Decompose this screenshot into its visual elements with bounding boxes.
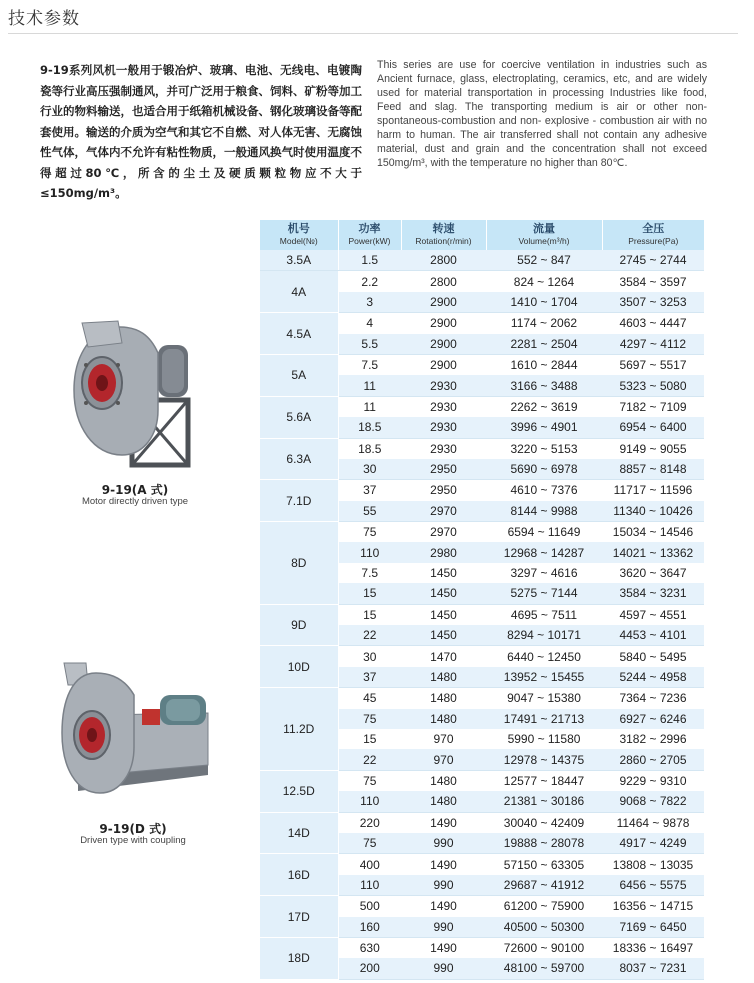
- fan-d-image: [58, 655, 218, 815]
- cell-volume: 3166 ~ 3488: [486, 375, 602, 396]
- cell-volume: 5690 ~ 6978: [486, 459, 602, 480]
- cell-volume: 2281 ~ 2504: [486, 334, 602, 355]
- cell-rotation: 1450: [401, 563, 486, 583]
- cell-pressure: 11340 ~ 10426: [602, 501, 704, 522]
- cell-pressure: 18336 ~ 16497: [602, 937, 704, 958]
- cell-power: 7.5: [338, 563, 401, 583]
- cell-pressure: 3507 ~ 3253: [602, 292, 704, 313]
- cell-volume: 3297 ~ 4616: [486, 563, 602, 583]
- table-row: [260, 937, 704, 958]
- cell-pressure: 5840 ~ 5495: [602, 646, 704, 667]
- cell-rotation: 990: [401, 833, 486, 854]
- cell-model: 5.6A: [260, 396, 338, 438]
- cell-volume: 552 ~ 847: [486, 250, 602, 271]
- cell-rotation: 1450: [401, 625, 486, 646]
- cell-model: 18D: [260, 937, 338, 979]
- cell-rotation: 1490: [401, 854, 486, 875]
- cell-volume: 5990 ~ 11580: [486, 729, 602, 749]
- cell-power: 30: [338, 459, 401, 480]
- cell-pressure: 3182 ~ 2996: [602, 729, 704, 749]
- cell-rotation: 1490: [401, 896, 486, 917]
- cell-model: 3.5A: [260, 250, 338, 271]
- spec-table-body: [260, 250, 704, 979]
- cell-power: 110: [338, 791, 401, 812]
- cell-model: 8D: [260, 522, 338, 605]
- cell-power: 18.5: [338, 438, 401, 459]
- cell-pressure: 5244 ~ 4958: [602, 667, 704, 688]
- cell-power: 75: [338, 709, 401, 729]
- cell-rotation: 1480: [401, 667, 486, 688]
- cell-rotation: 1450: [401, 604, 486, 625]
- table-row: [260, 438, 704, 459]
- cell-rotation: 990: [401, 917, 486, 938]
- fan-a-caption: Motor directly driven type: [81, 496, 189, 507]
- cell-rotation: 2980: [401, 542, 486, 562]
- table-row: [260, 271, 704, 292]
- cell-pressure: 7364 ~ 7236: [602, 688, 704, 709]
- cell-volume: 21381 ~ 30186: [486, 791, 602, 812]
- title-divider: [8, 33, 738, 34]
- cell-rotation: 2950: [401, 459, 486, 480]
- cell-pressure: 14021 ~ 13362: [602, 542, 704, 562]
- cell-volume: 1174 ~ 2062: [486, 313, 602, 334]
- cell-rotation: 990: [401, 958, 486, 979]
- cell-volume: 1410 ~ 1704: [486, 292, 602, 313]
- cell-pressure: 3584 ~ 3597: [602, 271, 704, 292]
- cell-pressure: 5323 ~ 5080: [602, 375, 704, 396]
- cell-power: 110: [338, 542, 401, 562]
- cell-volume: 3996 ~ 4901: [486, 417, 602, 438]
- fan-a-image: [70, 315, 200, 480]
- header-volume: 流量 Volume(m³/h): [486, 220, 602, 250]
- cell-power: 1.5: [338, 250, 401, 271]
- cell-pressure: 8037 ~ 7231: [602, 958, 704, 979]
- section-title: 技术参数: [8, 9, 80, 29]
- cell-pressure: 6456 ~ 5575: [602, 875, 704, 896]
- table-row: [260, 646, 704, 667]
- cell-rotation: 2900: [401, 334, 486, 355]
- cell-model: 16D: [260, 854, 338, 896]
- cell-rotation: 970: [401, 749, 486, 770]
- cell-power: 55: [338, 501, 401, 522]
- cell-volume: 824 ~ 1264: [486, 271, 602, 292]
- cell-power: 630: [338, 937, 401, 958]
- cell-power: 220: [338, 812, 401, 833]
- cell-model: 11.2D: [260, 688, 338, 771]
- cell-model: 4A: [260, 271, 338, 313]
- cell-model: 17D: [260, 896, 338, 938]
- cell-pressure: 9068 ~ 7822: [602, 791, 704, 812]
- cell-rotation: 2800: [401, 250, 486, 271]
- cell-pressure: 6954 ~ 6400: [602, 417, 704, 438]
- table-row: [260, 354, 704, 375]
- cell-power: 110: [338, 875, 401, 896]
- cell-volume: 5275 ~ 7144: [486, 583, 602, 604]
- cell-pressure: 4297 ~ 4112: [602, 334, 704, 355]
- spec-table: [260, 220, 704, 980]
- table-row: [260, 250, 704, 271]
- cell-rotation: 990: [401, 875, 486, 896]
- cell-power: 11: [338, 375, 401, 396]
- cell-pressure: 2745 ~ 2744: [602, 250, 704, 271]
- cell-volume: 19888 ~ 28078: [486, 833, 602, 854]
- cell-pressure: 3620 ~ 3647: [602, 563, 704, 583]
- table-row: [260, 688, 704, 709]
- cell-power: 75: [338, 522, 401, 543]
- table-row: [260, 770, 704, 791]
- cell-power: 500: [338, 896, 401, 917]
- cell-power: 7.5: [338, 354, 401, 375]
- header-model: 机号 Model(№): [260, 220, 338, 250]
- cell-power: 160: [338, 917, 401, 938]
- cell-pressure: 11464 ~ 9878: [602, 812, 704, 833]
- cell-rotation: 2900: [401, 292, 486, 313]
- cell-pressure: 9149 ~ 9055: [602, 438, 704, 459]
- cell-power: 11: [338, 396, 401, 417]
- cell-power: 200: [338, 958, 401, 979]
- cell-volume: 17491 ~ 21713: [486, 709, 602, 729]
- cell-volume: 9047 ~ 15380: [486, 688, 602, 709]
- cell-power: 15: [338, 604, 401, 625]
- table-row: [260, 854, 704, 875]
- cell-volume: 6594 ~ 11649: [486, 522, 602, 543]
- cell-pressure: 7169 ~ 6450: [602, 917, 704, 938]
- cell-rotation: 1480: [401, 688, 486, 709]
- description-chinese: 9-19系列风机一般用于锻冶炉、玻璃、电池、无线电、电镀陶瓷等行业高压强制通风，并可广泛用于粮食、饲料、矿粉等加工行业的物料输送，也适合用于纸箱机械设备、钢化玻璃设备等配套使用。输送的介质为空气和其它不自燃、对人体无害、无腐蚀性气体，气体内不允许有粘性物质，一般通风换气时使用温度不得超过80℃，所含的尘土及硬质颗粒物应不大于≤150mg/m³。: [40, 63, 362, 200]
- cell-rotation: 2970: [401, 522, 486, 543]
- cell-rotation: 2930: [401, 438, 486, 459]
- cell-rotation: 2900: [401, 354, 486, 375]
- cell-rotation: 2950: [401, 480, 486, 501]
- cell-power: 18.5: [338, 417, 401, 438]
- cell-volume: 2262 ~ 3619: [486, 396, 602, 417]
- header-power: 功率 Power(kW): [338, 220, 401, 250]
- cell-rotation: 2930: [401, 396, 486, 417]
- cell-power: 37: [338, 480, 401, 501]
- cell-model: 10D: [260, 646, 338, 688]
- cell-rotation: 2900: [401, 313, 486, 334]
- cell-pressure: 6927 ~ 6246: [602, 709, 704, 729]
- cell-model: 9D: [260, 604, 338, 646]
- cell-power: 37: [338, 667, 401, 688]
- cell-power: 3: [338, 292, 401, 313]
- cell-pressure: 16356 ~ 14715: [602, 896, 704, 917]
- cell-power: 75: [338, 770, 401, 791]
- cell-volume: 72600 ~ 90100: [486, 937, 602, 958]
- table-row: [260, 480, 704, 501]
- cell-volume: 4610 ~ 7376: [486, 480, 602, 501]
- cell-pressure: 5697 ~ 5517: [602, 354, 704, 375]
- cell-volume: 12968 ~ 14287: [486, 542, 602, 562]
- cell-volume: 3220 ~ 5153: [486, 438, 602, 459]
- cell-pressure: 3584 ~ 3231: [602, 583, 704, 604]
- cell-power: 2.2: [338, 271, 401, 292]
- cell-power: 400: [338, 854, 401, 875]
- cell-volume: 48100 ~ 59700: [486, 958, 602, 979]
- cell-rotation: 1490: [401, 937, 486, 958]
- cell-power: 22: [338, 625, 401, 646]
- spec-table-header: [260, 220, 704, 250]
- cell-model: 14D: [260, 812, 338, 854]
- cell-volume: 8294 ~ 10171: [486, 625, 602, 646]
- cell-pressure: 9229 ~ 9310: [602, 770, 704, 791]
- cell-volume: 8144 ~ 9988: [486, 501, 602, 522]
- cell-volume: 12577 ~ 18447: [486, 770, 602, 791]
- table-row: [260, 396, 704, 417]
- cell-pressure: 4603 ~ 4447: [602, 313, 704, 334]
- cell-power: 15: [338, 729, 401, 749]
- cell-volume: 13952 ~ 15455: [486, 667, 602, 688]
- cell-pressure: 4917 ~ 4249: [602, 833, 704, 854]
- header-pressure: 全压 Pressure(Pa): [602, 220, 704, 250]
- cell-pressure: 2860 ~ 2705: [602, 749, 704, 770]
- cell-pressure: 4597 ~ 4551: [602, 604, 704, 625]
- cell-rotation: 1470: [401, 646, 486, 667]
- cell-volume: 57150 ~ 63305: [486, 854, 602, 875]
- table-row: [260, 896, 704, 917]
- cell-rotation: 1480: [401, 791, 486, 812]
- cell-model: 5A: [260, 354, 338, 396]
- cell-volume: 6440 ~ 12450: [486, 646, 602, 667]
- cell-rotation: 2970: [401, 501, 486, 522]
- cell-rotation: 1480: [401, 709, 486, 729]
- cell-volume: 1610 ~ 2844: [486, 354, 602, 375]
- cell-volume: 29687 ~ 41912: [486, 875, 602, 896]
- cell-pressure: 8857 ~ 8148: [602, 459, 704, 480]
- cell-pressure: 15034 ~ 14546: [602, 522, 704, 543]
- cell-model: 4.5A: [260, 313, 338, 355]
- fan-a-model: 9-19(A 式): [101, 483, 169, 497]
- cell-model: 12.5D: [260, 770, 338, 812]
- cell-power: 45: [338, 688, 401, 709]
- cell-pressure: 7182 ~ 7109: [602, 396, 704, 417]
- cell-model: 6.3A: [260, 438, 338, 480]
- cell-rotation: 1450: [401, 583, 486, 604]
- cell-rotation: 2800: [401, 271, 486, 292]
- cell-pressure: 11717 ~ 11596: [602, 480, 704, 501]
- cell-volume: 4695 ~ 7511: [486, 604, 602, 625]
- cell-rotation: 2930: [401, 375, 486, 396]
- cell-volume: 30040 ~ 42409: [486, 812, 602, 833]
- cell-rotation: 1480: [401, 770, 486, 791]
- cell-power: 4: [338, 313, 401, 334]
- cell-power: 15: [338, 583, 401, 604]
- cell-power: 5.5: [338, 334, 401, 355]
- cell-pressure: 13808 ~ 13035: [602, 854, 704, 875]
- cell-volume: 12978 ~ 14375: [486, 749, 602, 770]
- table-row: [260, 313, 704, 334]
- fan-d-model: 9-19(D 式): [99, 822, 167, 836]
- cell-rotation: 970: [401, 729, 486, 749]
- cell-pressure: 4453 ~ 4101: [602, 625, 704, 646]
- table-row: [260, 522, 704, 543]
- cell-power: 30: [338, 646, 401, 667]
- header-rotation: 转速 Rotation(r/min): [401, 220, 486, 250]
- description-english: This series are use for coercive ventilation in industries such as Ancient furnace, glass, electroplating, ceramics, etc, and are widely used for material transportation in processing Industries like food, Feed and slag. The transporting medium is air or other non-spontaneous-combustion and non- explosive - combustion air with no harm to human. The air transferred shall not contain any adhesive material, dust and grain and the concentration shall not exceed 150mg/m³, with the temperature no higher than 80℃.: [377, 59, 707, 169]
- cell-power: 22: [338, 749, 401, 770]
- cell-rotation: 2930: [401, 417, 486, 438]
- cell-model: 7.1D: [260, 480, 338, 522]
- cell-power: 75: [338, 833, 401, 854]
- cell-rotation: 1490: [401, 812, 486, 833]
- fan-d-caption: Driven type with coupling: [80, 835, 186, 846]
- cell-volume: 40500 ~ 50300: [486, 917, 602, 938]
- table-row: [260, 604, 704, 625]
- table-row: [260, 812, 704, 833]
- cell-volume: 61200 ~ 75900: [486, 896, 602, 917]
